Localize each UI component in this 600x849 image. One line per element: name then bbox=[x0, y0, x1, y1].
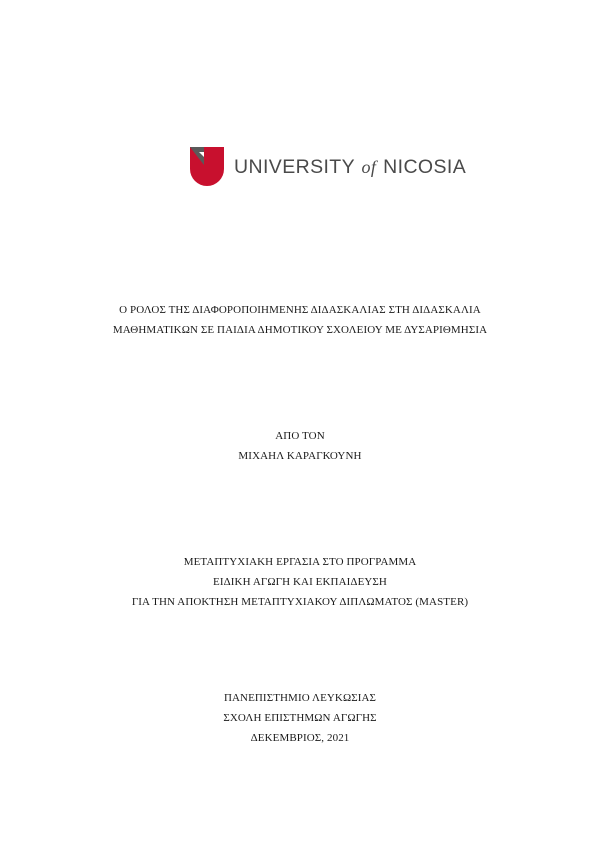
thesis-line-3: ΓΙΑ ΤΗΝ ΑΠΟΚΤΗΣΗ ΜΕΤΑΠΤΥΧΙΑΚΟΥ ΔΙΠΛΩΜΑΤΟΣ (MASTER) bbox=[131, 596, 469, 608]
thesis-description bbox=[0, 552, 600, 612]
logo-wordmark-nicosia: NICOSIA bbox=[383, 155, 467, 178]
logo-wordmark-of: of bbox=[361, 156, 377, 177]
author-block bbox=[0, 426, 600, 466]
thesis-title bbox=[0, 300, 600, 340]
unic-emblem-icon bbox=[190, 147, 224, 187]
author-name: ΜΙΧΑΗΛ ΚΑΡΑΓΚΟΥΝΗ bbox=[238, 450, 362, 462]
logo-wordmark-university: UNIVERSITY bbox=[234, 155, 355, 178]
institution-name: ΠΑΝΕΠΙΣΤΗΜΙΟ ΛΕΥΚΩΣΙΑΣ bbox=[223, 692, 377, 704]
submission-date: ΔΕΚΕΜΒΡΙΟΣ, 2021 bbox=[250, 732, 350, 744]
author-prefix: ΑΠΟ ΤΟΝ bbox=[275, 430, 325, 442]
logo-wordmark bbox=[234, 156, 466, 179]
thesis-line-1: ΜΕΤΑΠΤΥΧΙΑΚΗ ΕΡΓΑΣΙΑ ΣΤΟ ΠΡΟΓΡΑΜΜΑ bbox=[183, 556, 417, 568]
institution-block bbox=[0, 688, 600, 748]
title-line-1: Ο ΡΟΛΟΣ ΤΗΣ ΔΙΑΦΟΡΟΠΟΙΗΜΕΝΗΣ ΔΙΔΑΣΚΑΛΙΑΣ ΣΤΗ ΔΙΔΑΣΚΑΛΙΑ bbox=[119, 304, 481, 316]
title-line-2: ΜΑΘΗΜΑΤΙΚΩΝ ΣΕ ΠΑΙΔΙΑ ΔΗΜΟΤΙΚΟΥ ΣΧΟΛΕΙΟΥ ΜΕ ΔΥΣΑΡΙΘΜΗΣΙΑ bbox=[112, 324, 488, 336]
school-name: ΣΧΟΛΗ ΕΠΙΣΤΗΜΩΝ ΑΓΩΓΗΣ bbox=[223, 712, 377, 724]
thesis-line-2: ΕΙΔΙΚΗ ΑΓΩΓΗ ΚΑΙ ΕΚΠΑΙΔΕΥΣΗ bbox=[213, 576, 387, 588]
university-logo bbox=[190, 146, 466, 188]
